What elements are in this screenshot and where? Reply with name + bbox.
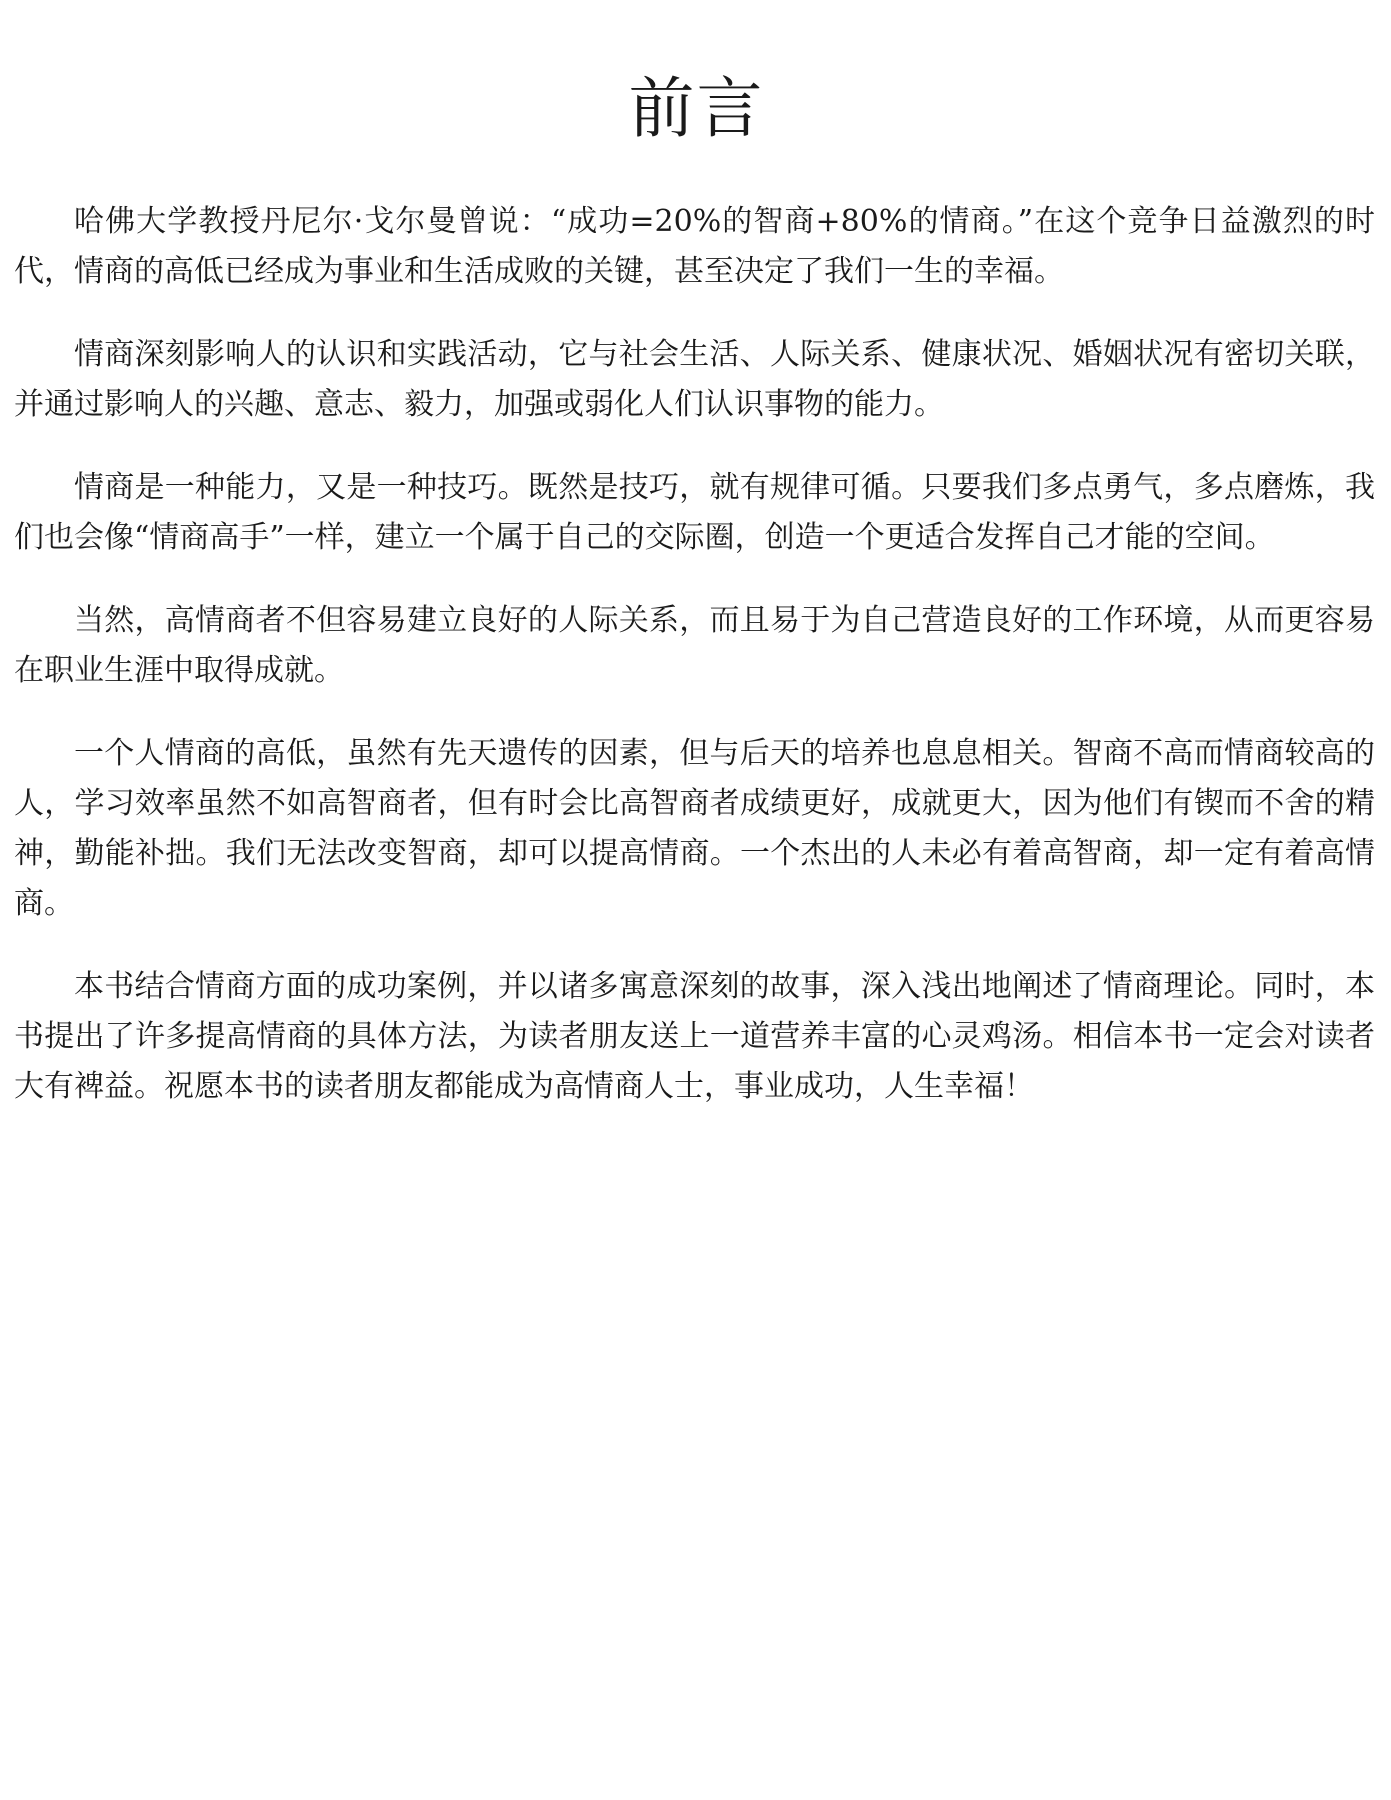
page-title: 前言: [628, 70, 765, 147]
paragraph-2: 情商深刻影响人的认识和实践活动，它与社会生活、人际关系、健康状况、婚姻状况有密切关联，并通过影响人的兴趣、意志、毅力，加强或弱化人们认识事物的能力。: [14, 337, 1375, 422]
paragraph-4: 当然，高情商者不但容易建立良好的人际关系，而且易于为自己营造良好的工作环境，从而更容易在职业生涯中取得成就。: [14, 603, 1375, 688]
paragraph-6: 本书结合情商方面的成功案例，并以诸多寓意深刻的故事，深入浅出地阐述了情商理论。同时，本书提出了许多提高情商的具体方法，为读者朋友送上一道营养丰富的心灵鸡汤。相信本书一定会对读者大有裨益。祝愿本书的读者朋友都能成为高情商人士，事业成功，人生幸福！: [14, 969, 1375, 1104]
paragraph-3: 情商是一种能力，又是一种技巧。既然是技巧，就有规律可循。只要我们多点勇气，多点磨炼，我们也会像“情商高手”一样，建立一个属于自己的交际圈，创造一个更适合发挥自己才能的空间。: [14, 470, 1375, 555]
paragraph-5: 一个人情商的高低，虽然有先天遗传的因素，但与后天的培养也息息相关。智商不高而情商较高的人，学习效率虽然不如高智商者，但有时会比高智商者成绩更好，成就更大，因为他们有锲而不舍的精神，勤能补拙。我们无法改变智商，却可以提高情商。一个杰出的人未必有着高智商，却一定有着高情商。: [14, 736, 1375, 921]
preface-body: [14, 197, 1375, 1112]
paragraph-1: 哈佛大学教授丹尼尔·戈尔曼曾说：“成功=20%的智商+80%的情商。”在这个竞争日益激烈的时代，情商的高低已经成为事业和生活成败的关键，甚至决定了我们一生的幸福。: [14, 204, 1375, 289]
